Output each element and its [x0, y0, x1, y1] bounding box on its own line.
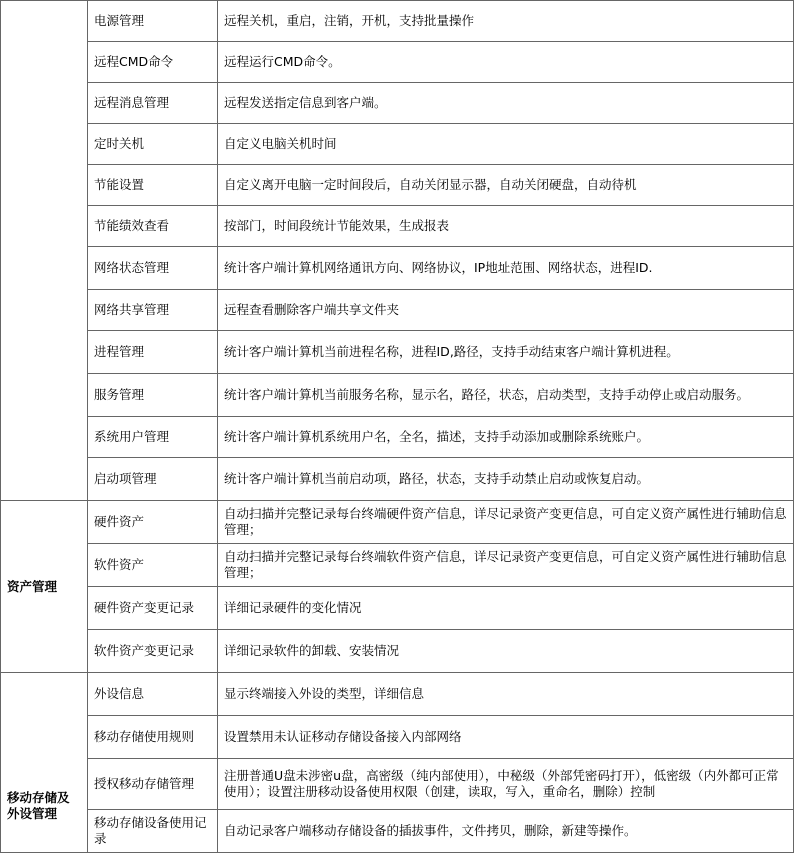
feature-cell: 远程消息管理	[88, 83, 218, 124]
feature-cell: 移动存储设备使用记录	[88, 810, 218, 853]
table-row	[1, 83, 794, 124]
table-row	[1, 124, 794, 165]
description-cell: 远程关机，重启，注销，开机，支持批量操作	[218, 1, 794, 42]
feature-cell: 节能设置	[88, 165, 218, 206]
description-cell: 自动扫描并完整记录每台终端硬件资产信息，详尽记录资产变更信息，可自定义资产属性进行辅助信息管理；	[218, 501, 794, 544]
table-row	[1, 630, 794, 673]
table-row	[1, 544, 794, 587]
category-cell	[1, 1, 88, 501]
description-cell: 注册普通U盘未涉密u盘，高密级（纯内部使用），中秘级（外部凭密码打开），低密级（内外都可正常使用）；设置注册移动设备使用权限（创建，读取，写入，重命名，删除）控制	[218, 759, 794, 810]
feature-cell: 服务管理	[88, 374, 218, 417]
description-cell: 统计客户端计算机网络通讯方向、网络协议，IP地址范围、网络状态，进程ID.	[218, 247, 794, 290]
table-row	[1, 331, 794, 374]
description-cell: 显示终端接入外设的类型，详细信息	[218, 673, 794, 716]
description-cell: 统计客户端计算机当前进程名称，进程ID,路径，支持手动结束客户端计算机进程。	[218, 331, 794, 374]
feature-cell: 硬件资产	[88, 501, 218, 544]
description-cell: 统计客户端计算机当前启动项，路径，状态，支持手动禁止启动或恢复启动。	[218, 458, 794, 501]
table-row	[1, 42, 794, 83]
table-row	[1, 165, 794, 206]
feature-cell: 网络共享管理	[88, 290, 218, 331]
feature-cell: 授权移动存储管理	[88, 759, 218, 810]
feature-cell: 硬件资产变更记录	[88, 587, 218, 630]
table-row	[1, 587, 794, 630]
feature-cell: 软件资产	[88, 544, 218, 587]
table-row	[1, 810, 794, 853]
table-row	[1, 247, 794, 290]
feature-cell: 电源管理	[88, 1, 218, 42]
table-row	[1, 290, 794, 331]
feature-cell: 系统用户管理	[88, 417, 218, 458]
feature-cell: 远程CMD命令	[88, 42, 218, 83]
feature-cell: 启动项管理	[88, 458, 218, 501]
category-cell: 移动存储及外设管理	[1, 673, 88, 853]
table-row	[1, 759, 794, 810]
description-cell: 详细记录软件的卸载、安装情况	[218, 630, 794, 673]
table-row	[1, 716, 794, 759]
description-cell: 按部门，时间段统计节能效果，生成报表	[218, 206, 794, 247]
description-cell: 统计客户端计算机当前服务名称，显示名，路径，状态，启动类型，支持手动停止或启动服务。	[218, 374, 794, 417]
description-cell: 自动记录客户端移动存储设备的插拔事件，文件拷贝，删除，新建等操作。	[218, 810, 794, 853]
table-row	[1, 673, 794, 716]
description-cell: 统计客户端计算机系统用户名，全名，描述，支持手动添加或删除系统账户。	[218, 417, 794, 458]
feature-cell: 定时关机	[88, 124, 218, 165]
description-cell: 自定义离开电脑一定时间段后，自动关闭显示器，自动关闭硬盘，自动待机	[218, 165, 794, 206]
feature-cell: 网络状态管理	[88, 247, 218, 290]
category-cell: 资产管理	[1, 501, 88, 673]
table-row	[1, 206, 794, 247]
feature-cell: 节能绩效查看	[88, 206, 218, 247]
description-cell: 远程运行CMD命令。	[218, 42, 794, 83]
table-row	[1, 1, 794, 42]
feature-cell: 软件资产变更记录	[88, 630, 218, 673]
feature-cell: 外设信息	[88, 673, 218, 716]
description-cell: 设置禁用未认证移动存储设备接入内部网络	[218, 716, 794, 759]
description-cell: 远程查看删除客户端共享文件夹	[218, 290, 794, 331]
table-row	[1, 458, 794, 501]
description-cell: 详细记录硬件的变化情况	[218, 587, 794, 630]
description-cell: 自动扫描并完整记录每台终端软件资产信息，详尽记录资产变更信息，可自定义资产属性进行辅助信息管理；	[218, 544, 794, 587]
feature-cell: 进程管理	[88, 331, 218, 374]
table-row	[1, 417, 794, 458]
description-cell: 自定义电脑关机时间	[218, 124, 794, 165]
table-row	[1, 374, 794, 417]
description-cell: 远程发送指定信息到客户端。	[218, 83, 794, 124]
feature-cell: 移动存储使用规则	[88, 716, 218, 759]
table-row	[1, 501, 794, 544]
